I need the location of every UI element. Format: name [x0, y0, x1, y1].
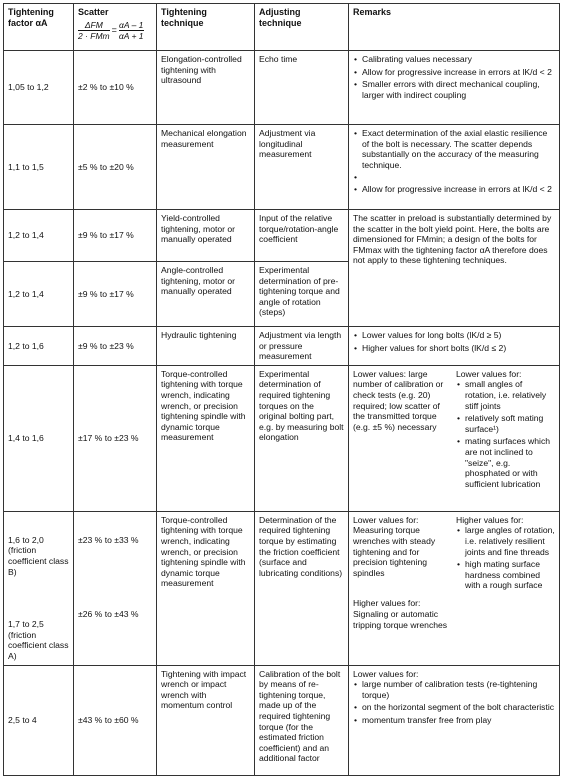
remarks-higher-values: Higher values for: Signaling or automatic tripping torque wrenches — [353, 598, 448, 630]
list-item: • relatively soft mating surface¹) — [465, 413, 555, 434]
list-item: • Lower values for long bolts (lK/d ≥ 5) — [362, 330, 555, 341]
factor-cell: 1,2 to 1,4 — [4, 210, 74, 262]
table-row — [4, 51, 560, 125]
table-row — [4, 511, 560, 665]
scatter-cell: ±9 % to ±17 % — [74, 210, 157, 262]
header-remarks: Remarks — [349, 4, 560, 51]
adjusting-cell: Calibration of the bolt by means of re-tightening torque, made up of the required tightening torque (for the estimated friction coefficient) and an additional factor — [255, 665, 349, 775]
list-item: • Allow for progressive increase in errors at lK/d < 2 — [362, 67, 555, 78]
technique-cell: Torque-controlled tightening with torque wrench, indicating wrench, or precision tightening spindle with dynamic torque measurement — [157, 365, 255, 511]
header-row — [4, 4, 560, 51]
list-item: • mating surfaces which are not inclined to "seize", e.g. phosphated or with sufficient lubrication — [465, 436, 555, 489]
scatter-cell: ±43 % to ±60 % — [74, 665, 157, 775]
remarks-right — [452, 512, 559, 656]
scatter-cell — [74, 511, 157, 665]
list-item: • Calibrating values necessary — [362, 54, 555, 65]
technique-cell: Torque-controlled tightening with torque wrench, indicating wrench, or precision tightening spindle with dynamic torque measurement — [157, 511, 255, 665]
list-item: • Smaller errors with direct mechanical coupling, larger with indirect coupling — [362, 79, 555, 100]
factor-cell: 1,4 to 1,6 — [4, 365, 74, 511]
remarks-cell: The scatter in preload is substantially determined by the scatter in the bolt yield point. Here, the bolts are dimensioned for FMmin; a design of the bolts for FMmax with the tightening factor αA therefore does not apply to these tightening techniques. — [349, 210, 560, 327]
table-row — [4, 125, 560, 210]
factor-cell: 1,2 to 1,6 — [4, 327, 74, 366]
adjusting-cell: Experimental determination of pre-tightening torque and angle of rotation (steps) — [255, 262, 349, 327]
remarks-lower-values: Lower values for: Measuring torque wrenches with steady tightening and for precision tightening spindles — [353, 514, 436, 578]
remarks-lower-values: Lower values: large number of calibration or check tests (e.g. 20) required; low scatter of the transmitted torque (e.g. ±5 %) necessary — [353, 368, 444, 432]
technique-cell: Hydraulic tightening — [157, 327, 255, 366]
remarks-heading: Lower values for: — [353, 668, 419, 679]
adjusting-cell: Determination of the required tightening torque by estimating the friction coefficient (surface and lubricating conditions) — [255, 511, 349, 665]
scatter-cell: ±5 % to ±20 % — [74, 125, 157, 210]
factor-class-b: 1,6 to 2,0 (friction coefficient class B) — [8, 534, 69, 577]
tightening-factor-table — [3, 3, 560, 776]
remarks-left — [349, 512, 452, 656]
factor-cell: 1,05 to 1,2 — [4, 51, 74, 125]
table-row — [4, 327, 560, 366]
remarks-right-heading: Higher values for: — [456, 514, 524, 525]
adjusting-cell: Adjustment via longitudinal measurement — [255, 125, 349, 210]
remarks-cell — [349, 365, 560, 511]
adjusting-cell: Experimental determination of required tightening torques on the original bolting part, e.g. by measuring bolt elongation — [255, 365, 349, 511]
list-item: • large number of calibration tests (re-tightening torque) — [362, 679, 555, 700]
remarks-cell — [349, 51, 560, 125]
remarks-cell — [349, 511, 560, 665]
list-item: • small angles of rotation, i.e. relatively stiff joints — [465, 379, 555, 411]
scatter-cell: ±9 % to ±23 % — [74, 327, 157, 366]
list-item: • on the horizontal segment of the bolt characteristic — [362, 702, 555, 713]
list-item: • Higher values for short bolts (lK/d ≤ 2) — [362, 343, 555, 354]
header-factor: Tightening factor αA — [4, 4, 74, 51]
scatter-cell: ±2 % to ±10 % — [74, 51, 157, 125]
factor-cell: 1,1 to 1,5 — [4, 125, 74, 210]
factor-cell: 1,2 to 1,4 — [4, 262, 74, 327]
technique-cell: Mechanical elongation measurement — [157, 125, 255, 210]
remarks-cell — [349, 327, 560, 366]
technique-cell: Elongation-controlled tightening with ultrasound — [157, 51, 255, 125]
header-technique: Tightening technique — [157, 4, 255, 51]
adjusting-cell: Input of the relative torque/rotation-angle coefficient — [255, 210, 349, 262]
scatter-formula-right: $\frac{\alpha A - 1}{\alpha A + 1}$ — [118, 19, 144, 41]
remarks-right — [452, 366, 559, 511]
scatter-class-b: ±23 % to ±33 % — [78, 534, 139, 545]
scatter-formula-left: $\frac{\text{ΔFM}}{\text{2 · FMm}}$ — [78, 19, 110, 41]
table-row — [4, 365, 560, 511]
adjusting-cell: Echo time — [255, 51, 349, 125]
factor-cell: 2,5 to 4 — [4, 665, 74, 775]
remarks-cell — [349, 125, 560, 210]
list-item: • high mating surface hardness combined with a rough surface — [465, 559, 555, 591]
scatter-cell: ±9 % to ±17 % — [74, 262, 157, 327]
list-item: • Exact determination of the axial elastic resilience of the bolt is necessary. The scatter depends substantially on the accuracy of the measuring technique. — [362, 128, 555, 170]
list-item: • large angles of rotation, i.e. relatively resilient joints and fine threads — [465, 525, 555, 557]
table-row — [4, 210, 560, 262]
adjusting-cell: Adjustment via length or pressure measurement — [255, 327, 349, 366]
header-scatter: Scatter $\frac{\text{ΔFM}}{\text{2 · FMm}}$ = $\frac{\alpha A - 1}{\alpha A + 1}$ — [74, 4, 157, 51]
list-item: • momentum transfer free from play — [362, 715, 555, 726]
factor-class-a: 1,7 to 2,5 (friction coefficient class A) — [8, 619, 69, 661]
remarks-right-heading: Lower values for: — [456, 368, 522, 379]
scatter-class-a: ±26 % to ±43 % — [78, 609, 139, 620]
list-item: • Allow for progressive increase in errors at lK/d < 2 — [362, 184, 555, 195]
technique-cell: Tightening with impact wrench or impact wrench with momentum control — [157, 665, 255, 775]
technique-cell: Yield-controlled tightening, motor or manually operated — [157, 210, 255, 262]
technique-cell: Angle-controlled tightening, motor or manually operated — [157, 262, 255, 327]
remarks-cell — [349, 665, 560, 775]
factor-cell — [4, 511, 74, 665]
header-adjusting: Adjusting technique — [255, 4, 349, 51]
scatter-cell: ±17 % to ±23 % — [74, 365, 157, 511]
table-row — [4, 665, 560, 775]
